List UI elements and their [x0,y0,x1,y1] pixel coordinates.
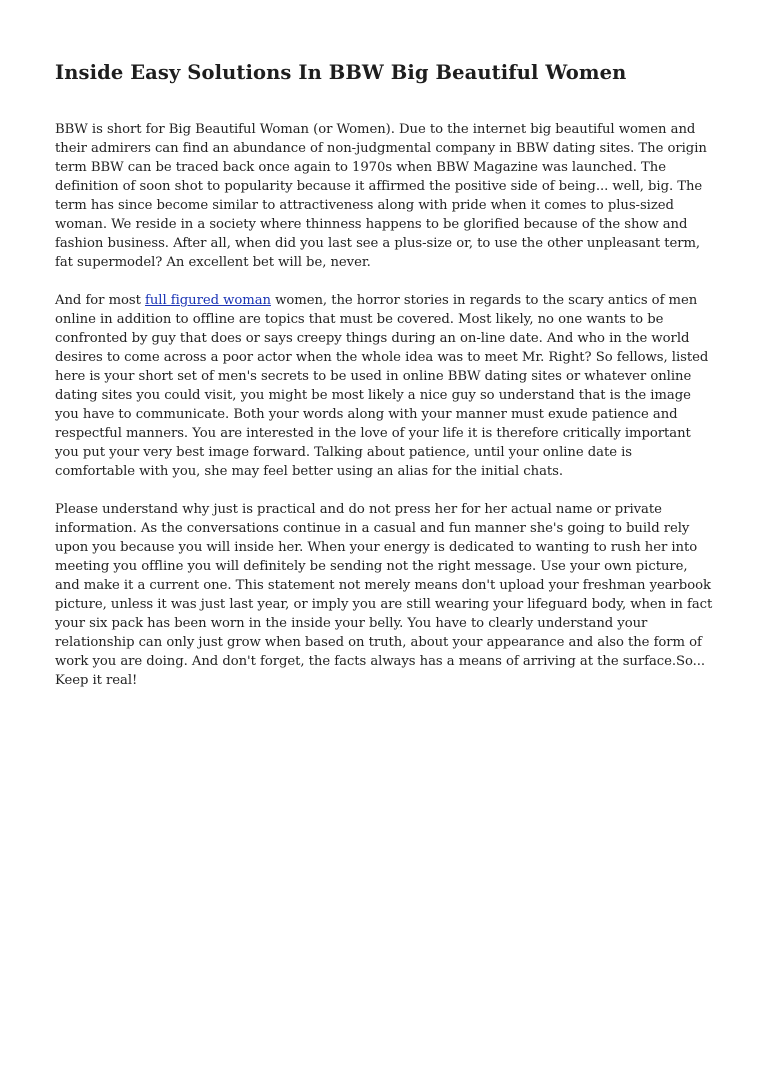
paragraph-2-text-start: And for most [55,293,146,308]
paragraph-3: Please understand why just is practical and do not press her for her actual name or private information. As the conversations continue in a casual and fun manner she's going to build rely upon you because you will inside her. When your energy is dedicated to wanting to rush her into meeting you offline you will definitely be sending not the right message. Use your own picture, and make it a current one. This statement not merely means don't upload your freshman yearbook picture, unless it was just last year, or imply you are still wearing your lifeguard body, when in fact your six pack has been worn in the inside your belly. You have to clearly understand your relationship can only just grow when based on truth, about your appearance and also the form of work you are doing. And don't forget, the facts always has a means of arriving at the surface.So... Keep it real! [55,502,713,688]
full-figured-woman-link[interactable]: full figured woman [145,293,271,308]
page-title: Inside Easy Solutions In BBW Big Beautiful Women [55,61,627,84]
paragraph-2-text-end: women, the horror stories in regards to the scary antics of men online in addition to offline are topics that must be covered. Most likely, no one wants to be confronted by guy that does or says creepy things during an on-line date. And who in the world desires to come across a poor actor when the whole idea was to meet Mr. Right? So fellows, listed here is your short set of men's secrets to be used in online BBW dating sites or whatever online dating sites you could visit, you might be most likely a nice guy so understand that is the image you have to communicate. Both your words along with your manner must exude patience and respectful manners. You are interested in the love of your life it is therefore critically important you put your very best image forward. Talking about patience, until your online date is comfortable with you, she may feel better using an alias for the initial chats. [55,293,709,479]
paragraph-2 [55,291,715,481]
paragraph-1: BBW is short for Big Beautiful Woman (or Women). Due to the internet big beautiful women and their admirers can find an abundance of non-judgmental company in BBW dating sites. The origin term BBW can be traced back once again to 1970s when BBW Magazine was launched. The definition of soon shot to popularity because it affirmed the positive side of being... well, big. The term has since become similar to attractiveness along with pride when it comes to plus-sized woman. We reside in a society where thinness happens to be glorified because of the show and fashion business. After all, when did you last see a plus-size or, to use the other unpleasant term, fat supermodel? An excellent bet will be, never. [55,122,707,270]
document-page [55,58,715,709]
